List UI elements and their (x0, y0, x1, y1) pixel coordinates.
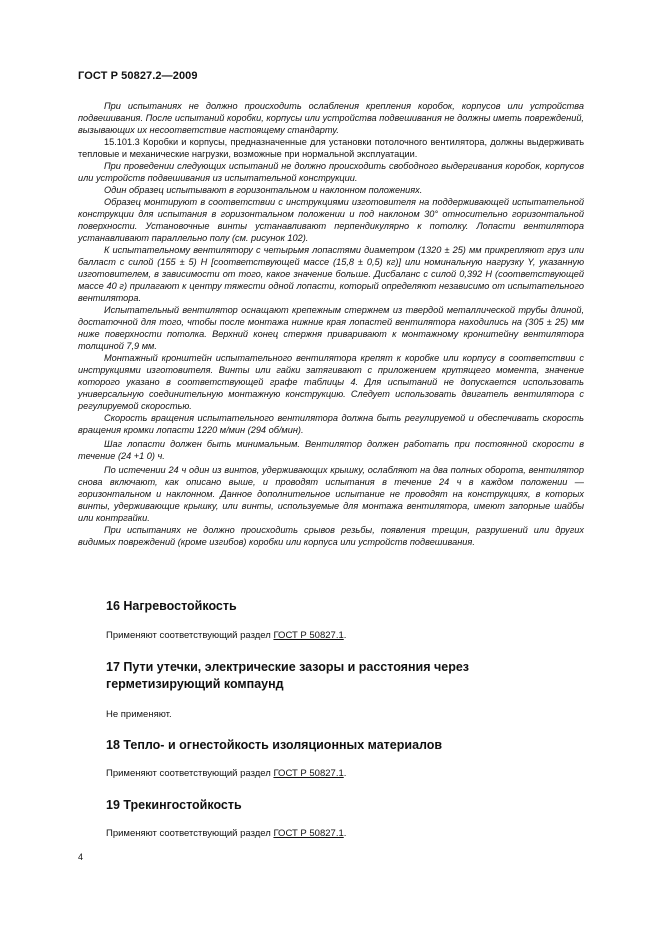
section-16-title: 16 Нагревостойкость (106, 599, 237, 613)
section-17-title: 17 Пути утечки, электрические зазоры и расстояния через герметизирующий компаунд (106, 660, 469, 691)
section-18-title: 18 Тепло- и огнестойкость изоляционных материалов (106, 738, 443, 752)
paragraph: Образец монтируют в соответствии с инструкциями изготовителя на поддерживающей испытательной конструкции для испытания в горизонтальном положении и под наклоном 30° относительно горизонтальной поверхности. Установочные винты устанавливают перпендикулярно к потолку. Лопасти вентилятора устанавливают параллельно полу (см. рисунок 102). (78, 197, 584, 243)
paragraph: Испытательный вентилятор оснащают крепежным стержнем из твердой металлической трубы длиной, достаточной для того, чтобы после монтажа нижние края лопастей вентилятора находились на (305 ± 25) мм ниже поверхности потолка. Верхний конец стержня приваривают к монтажному кронштейну вентилятора толщиной 7,9 мм. (78, 305, 584, 351)
gost-link[interactable]: ГОСТ Р 50827.1 (273, 828, 344, 839)
paragraph: При испытаниях не должно происходить срывов резьбы, появления трещин, разрушений или других видимых повреждений (кроме изгибов) коробки или корпуса или устройств подвешивания. (78, 525, 584, 547)
section-16-text: Применяют соответствующий раздел ГОСТ Р 50827.1. (106, 630, 347, 641)
paragraph: К испытательному вентилятору с четырьмя лопастями диаметром (1320 ± 25) мм прикрепляют груз или балласт с силой (155 ± 5) Н [соответствующей массе (15,8 ± 0,5) кг)] или номинальную нагрузку Y, указанную изготовителем, в зависимости от того, какое значение больше. Дисбаланс с силой 0,392 Н (соответствующей массе 40 г) прилагают к центру тяжести одной лопасти, который определяют независимо от испытательного вентилятора. (78, 245, 584, 303)
section-17-text: Не применяют. (106, 709, 172, 720)
paragraph: Скорость вращения испытательного вентилятора должна быть регулируемой и обеспечивать скорость вращения кромки лопасти 1220 м/мин (294 об/мин). (78, 413, 584, 435)
section-19-title: 19 Трекингостойкость (106, 798, 242, 812)
paragraph: При испытаниях не должно происходить ослабления крепления коробок, корпусов или устройства подвешивания. После испытаний коробки, корпусы или устройства подвешивания не должны иметь повреждений, вызывающих их несоответствие настоящему стандарту. (78, 101, 584, 135)
paragraph: Шаг лопасти должен быть минимальным. Вентилятор должен работать при постоянной скорости в течение (24 +1 0) ч. (78, 439, 584, 461)
document-header: ГОСТ Р 50827.2—2009 (78, 70, 198, 82)
paragraph: Один образец испытывают в горизонтальном и наклонном положениях. (104, 185, 423, 195)
body-text (78, 100, 584, 548)
section-18-text: Применяют соответствующий раздел ГОСТ Р 50827.1. (106, 768, 347, 779)
paragraph: Монтажный кронштейн испытательного вентилятора крепят к коробке или корпусу в соответствии с инструкциями изготовителя. Винты или гайки затягивают с приложением крутящего момента, значение которого указано в соответствующей графе таблицы 4. Для испытаний не допускается использовать универсальную соединительную монтажную конструкцию. Следует использовать двигатель вентилятора с регулируемой скоростью. (78, 353, 584, 411)
page-number: 4 (78, 852, 84, 862)
gost-link[interactable]: ГОСТ Р 50827.1 (273, 630, 344, 641)
section-19-text: Применяют соответствующий раздел ГОСТ Р 50827.1. (106, 828, 347, 839)
paragraph: При проведении следующих испытаний не должно происходить свободного выдергивания коробок, корпусов или устройств подвешивания из испытательной конструкции. (78, 161, 584, 183)
gost-link[interactable]: ГОСТ Р 50827.1 (273, 768, 344, 779)
clause-15-101-3: 15.101.3 Коробки и корпусы, предназначенные для установки потолочного вентилятора, должны выдерживать тепловые и механические нагрузки, возможные при нормальной эксплуатации. (78, 137, 584, 159)
paragraph: По истечении 24 ч один из винтов, удерживающих крышку, ослабляют на два полных оборота, вентилятор снова включают, как описано выше, и проводят испытания в течение 24 ч в каждом положении — горизонтальном и наклонном. Данное дополнительное испытание не проводят на конструкциях, в которых винты, удерживающие крышку, или винты, используемые для монтажа вентилятора, имеют запорные шайбы или контргайки. (78, 465, 584, 523)
